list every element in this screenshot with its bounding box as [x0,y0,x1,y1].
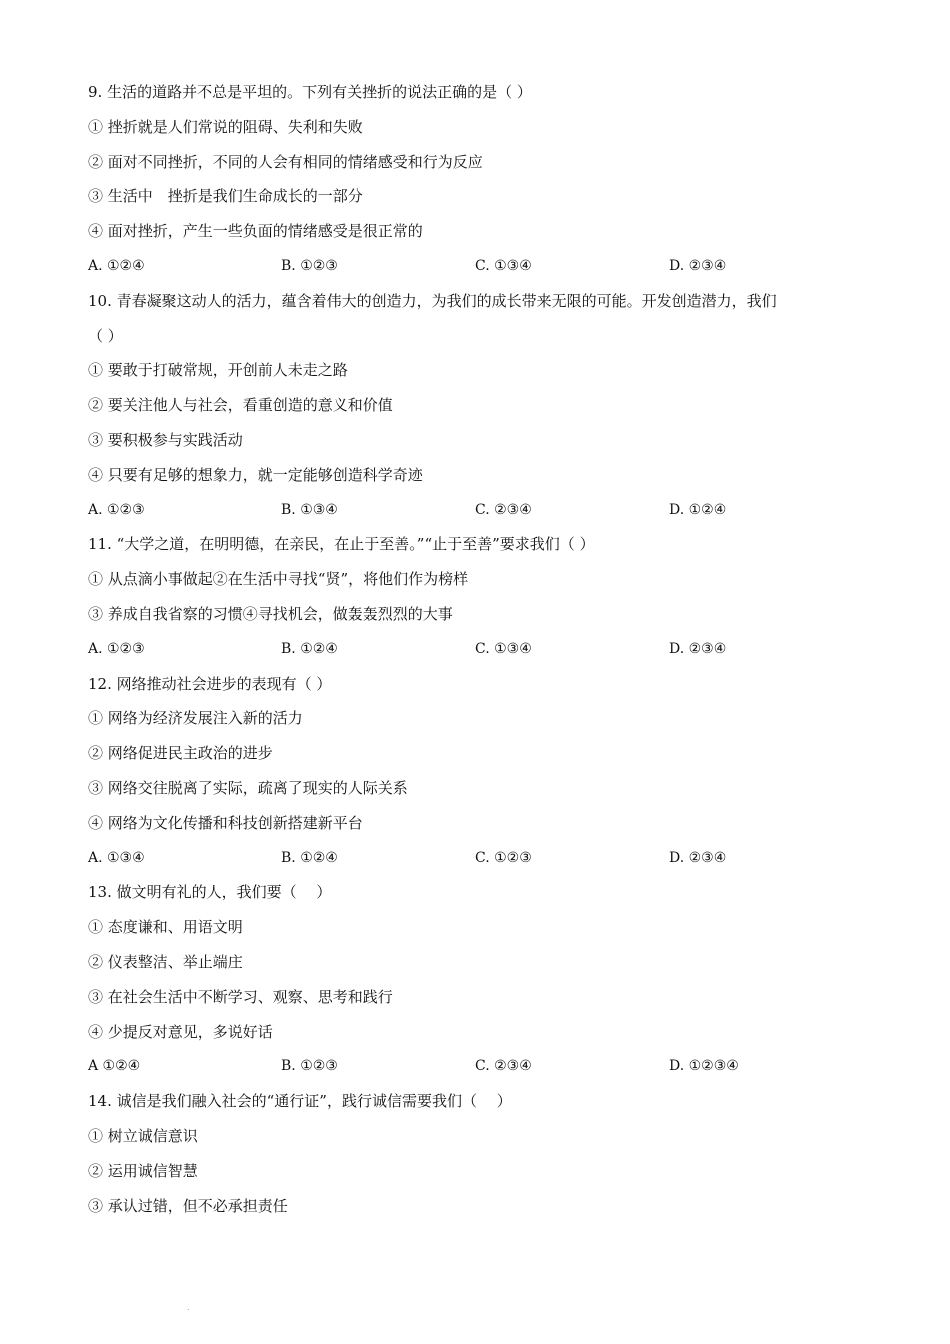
question-13-statement-4: ④ 少提反对意见，多说好话 [88,1022,273,1041]
question-10-option-d[interactable]: D. ①②④ [669,501,727,518]
footer-mark: . [187,1303,190,1312]
question-11-statement-1: ① 从点滴小事做起②在生活中寻找“贤”，将他们作为榜样 [88,570,469,589]
question-12-statement-1: ① 网络为经济发展注入新的活力 [88,709,303,728]
question-9-option-c[interactable]: C. ①③④ [475,257,532,274]
question-12-statement-2: ② 网络促进民主政治的进步 [88,744,273,763]
question-11-option-a[interactable]: A. ①②③ [88,640,145,657]
question-14-statement-2: ② 运用诚信智慧 [88,1161,198,1180]
question-12-statement-3: ③ 网络交往脱离了实际，疏离了现实的人际关系 [88,778,408,797]
question-12-options [88,845,868,880]
exam-page [88,79,868,1227]
question-10-statement-3: ③ 要积极参与实践活动 [88,430,243,449]
question-10-statement-4: ④ 只要有足够的想象力，就一定能够创造科学奇迹 [88,465,423,484]
question-13-option-a[interactable]: A ①②④ [88,1058,141,1075]
question-9-option-b[interactable]: B. ①②③ [281,257,338,274]
question-9-statement-1: ① 挫折就是人们常说的阻碍、失利和失败 [88,117,363,136]
question-13-option-b[interactable]: B. ①②③ [281,1058,338,1075]
question-10-options [88,497,868,532]
question-12-option-d[interactable]: D. ②③④ [669,849,727,866]
question-9-statement-4: ④ 面对挫折，产生一些负面的情绪感受是很正常的 [88,222,423,241]
question-13-options [88,1053,868,1088]
question-10-stem: 10. 青春凝聚这动人的活力，蕴含着伟大的创造力，为我们的成长带来无限的可能。开发创造潜力，我们 [88,291,777,310]
question-12-stem: 12. 网络推动社会进步的表现有（ ） [88,674,332,693]
question-10-option-c[interactable]: C. ②③④ [475,501,532,518]
question-10-statement-2: ② 要关注他人与社会，看重创造的意义和价值 [88,396,393,415]
question-13-statement-2: ② 仪表整洁、举止端庄 [88,952,243,971]
question-14-statement-3: ③ 承认过错，但不必承担责任 [88,1196,288,1215]
question-10-statement-1: ① 要敢于打破常规，开创前人未走之路 [88,361,348,380]
question-10-option-b[interactable]: B. ①③④ [281,501,338,518]
question-11-option-d[interactable]: D. ②③④ [669,640,727,657]
question-12-option-c[interactable]: C. ①②③ [475,849,532,866]
question-10-stem-continuation: （ ） [88,326,123,345]
question-13-option-c[interactable]: C. ②③④ [475,1058,532,1075]
question-11-stem: 11. “大学之道，在明明德，在亲民，在止于至善。”“止于至善”要求我们（ ） [88,535,595,554]
question-13-statement-3: ③ 在社会生活中不断学习、观察、思考和践行 [88,987,393,1006]
question-9-option-d[interactable]: D. ②③④ [669,257,727,274]
question-10-option-a[interactable]: A. ①②③ [88,501,145,518]
question-11-statement-2: ③ 养成自我省察的习惯④寻找机会，做轰轰烈烈的大事 [88,604,453,623]
question-13-option-d[interactable]: D. ①②③④ [669,1058,739,1075]
question-9-options [88,253,868,288]
question-11-options [88,636,868,671]
question-12-statement-4: ④ 网络为文化传播和科技创新搭建新平台 [88,813,363,832]
question-9-option-a[interactable]: A. ①②④ [88,257,145,274]
question-14-statement-1: ① 树立诚信意识 [88,1126,198,1145]
question-13-statement-1: ① 态度谦和、用语文明 [88,918,243,937]
question-9-statement-3: ③ 生活中 挫折是我们生命成长的一部分 [88,187,363,206]
question-12-option-a[interactable]: A. ①③④ [88,849,145,866]
question-9-statement-2: ② 面对不同挫折，不同的人会有相同的情绪感受和行为反应 [88,152,483,171]
question-14-stem: 14. 诚信是我们融入社会的“通行证”，践行诚信需要我们（ ） [88,1092,512,1111]
question-12-option-b[interactable]: B. ①②④ [281,849,338,866]
question-11-option-b[interactable]: B. ①②④ [281,640,338,657]
question-13-stem: 13. 做文明有礼的人，我们要（ ） [88,883,332,902]
question-11-option-c[interactable]: C. ①③④ [475,640,532,657]
question-9-stem: 9. 生活的道路并不总是平坦的。下列有关挫折的说法正确的是（ ） [88,83,532,101]
